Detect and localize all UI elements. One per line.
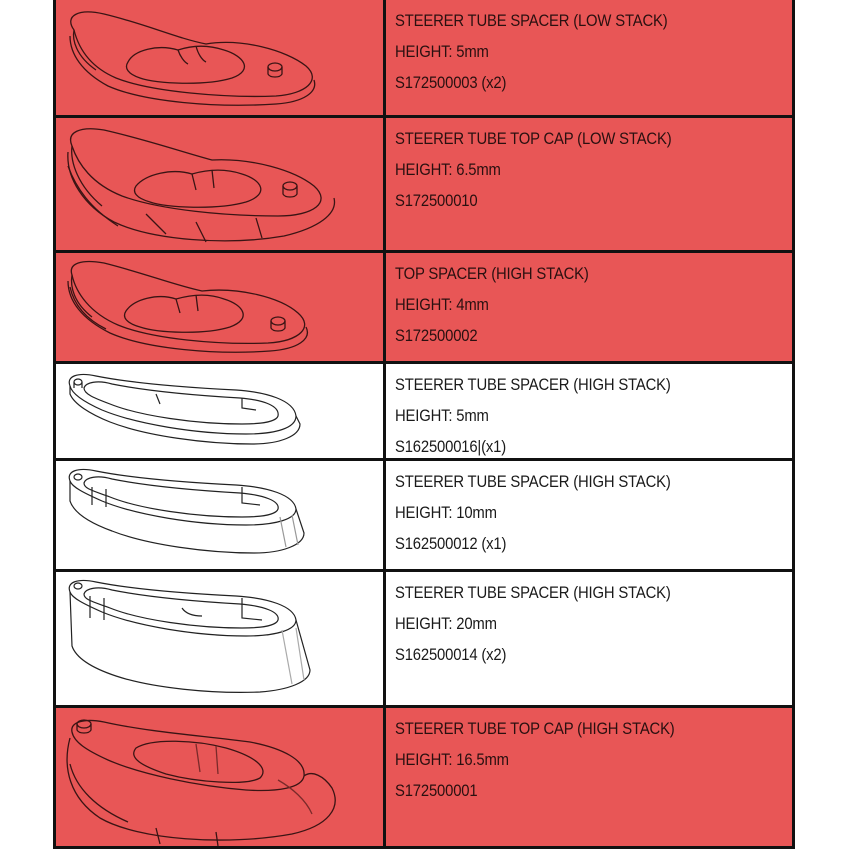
top-cap-low-stack-icon (56, 118, 383, 250)
parts-table (53, 0, 795, 849)
part-details (386, 253, 792, 361)
spacer-low-stack-5mm-icon (56, 0, 383, 115)
part-height: HEIGHT: 20mm (395, 615, 497, 633)
part-height: HEIGHT: 6.5mm (395, 161, 501, 179)
part-details (386, 461, 792, 569)
part-row (56, 118, 792, 253)
part-height: HEIGHT: 4mm (395, 296, 489, 314)
top-cap-high-stack-icon (56, 708, 383, 846)
part-code: S172500001 (395, 782, 478, 800)
part-name: STEERER TUBE TOP CAP (HIGH STACK) (395, 720, 675, 738)
part-name: STEERER TUBE TOP CAP (LOW STACK) (395, 130, 672, 148)
spacer-high-stack-10mm-icon (56, 461, 383, 569)
part-details (386, 118, 792, 250)
part-height: HEIGHT: 10mm (395, 504, 497, 522)
part-image-cell (56, 118, 386, 250)
part-code: S172500002 (395, 327, 478, 345)
part-image-cell (56, 572, 386, 705)
part-details (386, 572, 792, 705)
top-spacer-high-stack-icon (56, 253, 383, 361)
part-code: S172500003 (x2) (395, 74, 507, 92)
part-details (386, 0, 792, 115)
part-name: STEERER TUBE SPACER (HIGH STACK) (395, 376, 671, 394)
spacer-high-stack-5mm-icon (56, 364, 383, 458)
part-height: HEIGHT: 16.5mm (395, 751, 509, 769)
part-name: STEERER TUBE SPACER (HIGH STACK) (395, 584, 671, 602)
part-image-cell (56, 0, 386, 115)
part-name: STEERER TUBE SPACER (LOW STACK) (395, 12, 668, 30)
part-name: TOP SPACER (HIGH STACK) (395, 265, 589, 283)
part-row (56, 364, 792, 461)
part-code: S162500016|(x1) (395, 438, 506, 456)
part-height: HEIGHT: 5mm (395, 43, 489, 61)
part-image-cell (56, 461, 386, 569)
part-code: S162500012 (x1) (395, 535, 507, 553)
part-code: S162500014 (x2) (395, 646, 507, 664)
part-height: HEIGHT: 5mm (395, 407, 489, 425)
part-image-cell (56, 364, 386, 458)
part-code: S172500010 (395, 192, 478, 210)
part-row (56, 572, 792, 708)
part-name: STEERER TUBE SPACER (HIGH STACK) (395, 473, 671, 491)
part-row (56, 0, 792, 118)
part-row (56, 708, 792, 849)
part-row (56, 461, 792, 572)
part-details (386, 364, 792, 458)
part-image-cell (56, 708, 386, 846)
part-image-cell (56, 253, 386, 361)
part-row (56, 253, 792, 364)
spacer-high-stack-20mm-icon (56, 572, 383, 705)
part-details (386, 708, 792, 846)
